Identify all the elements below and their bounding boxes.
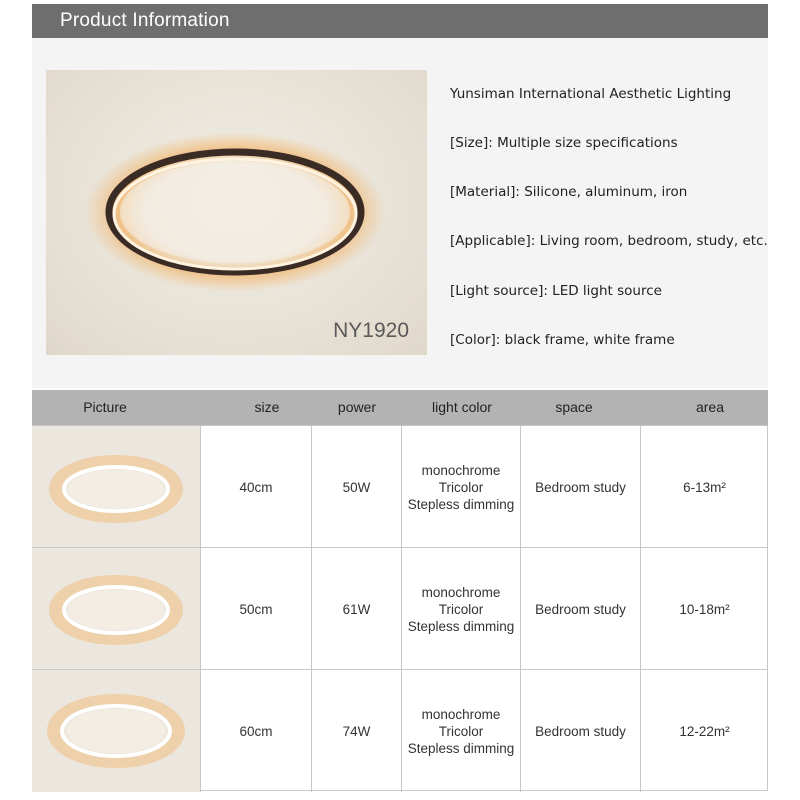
- row-size: 60cm: [200, 670, 311, 792]
- row-space: Bedroom study: [520, 670, 640, 792]
- row-size: 50cm: [200, 548, 311, 670]
- ring-lamp-thumbnail: [32, 670, 200, 792]
- header-picture: Picture: [83, 399, 127, 415]
- light-color-line: Tricolor: [438, 601, 484, 617]
- spec-table: [32, 425, 768, 791]
- light-color-line: Stepless dimming: [407, 740, 515, 756]
- row-area: 12-22m²: [640, 670, 768, 792]
- header-light-color: light color: [432, 399, 492, 415]
- table-row: [32, 425, 768, 547]
- light-color-line: monochrome: [421, 706, 501, 722]
- row-area: 6-13m²: [640, 426, 768, 548]
- spec-material: [Material]: Silicone, aluminum, iron: [450, 184, 688, 200]
- table-row: [32, 547, 768, 669]
- ring-lamp-image: [46, 70, 427, 355]
- table-header: [32, 390, 768, 425]
- row-light-color: [401, 426, 520, 548]
- light-color-line: Tricolor: [438, 479, 484, 495]
- spec-brand: Yunsiman International Aesthetic Lighting: [450, 86, 732, 102]
- row-power: 74W: [311, 670, 401, 792]
- light-color-line: Stepless dimming: [407, 618, 515, 634]
- model-number: NY1920: [333, 319, 409, 342]
- ring-lamp-thumbnail: [32, 548, 200, 670]
- spec-color: [Color]: black frame, white frame: [450, 332, 675, 348]
- header-power: power: [337, 399, 377, 415]
- spec-applicable: [Applicable]: Living room, bedroom, study, etc.: [450, 233, 768, 249]
- row-light-color: [401, 670, 520, 792]
- section-header: [32, 4, 768, 38]
- section-title: Product Information: [60, 10, 230, 31]
- light-color-line: monochrome: [421, 584, 501, 600]
- row-picture: [32, 548, 200, 670]
- row-area: 10-18m²: [640, 548, 768, 670]
- light-color-line: monochrome: [421, 462, 501, 478]
- header-size: size: [254, 399, 280, 415]
- header-space: space: [555, 399, 593, 415]
- light-color-line: Stepless dimming: [407, 496, 515, 512]
- ring-lamp-thumbnail: [32, 426, 200, 548]
- header-area: area: [695, 399, 725, 415]
- table-row: [32, 669, 768, 791]
- row-light-color: [401, 548, 520, 670]
- row-picture: [32, 670, 200, 792]
- row-picture: [32, 426, 200, 548]
- product-photo: [46, 70, 427, 355]
- row-power: 61W: [311, 548, 401, 670]
- row-space: Bedroom study: [520, 548, 640, 670]
- product-info-panel: [32, 38, 768, 388]
- row-power: 50W: [311, 426, 401, 548]
- light-color-line: Tricolor: [438, 723, 484, 739]
- row-space: Bedroom study: [520, 426, 640, 548]
- row-size: 40cm: [200, 426, 311, 548]
- spec-light-source: [Light source]: LED light source: [450, 283, 662, 299]
- spec-size: [Size]: Multiple size specifications: [450, 135, 678, 151]
